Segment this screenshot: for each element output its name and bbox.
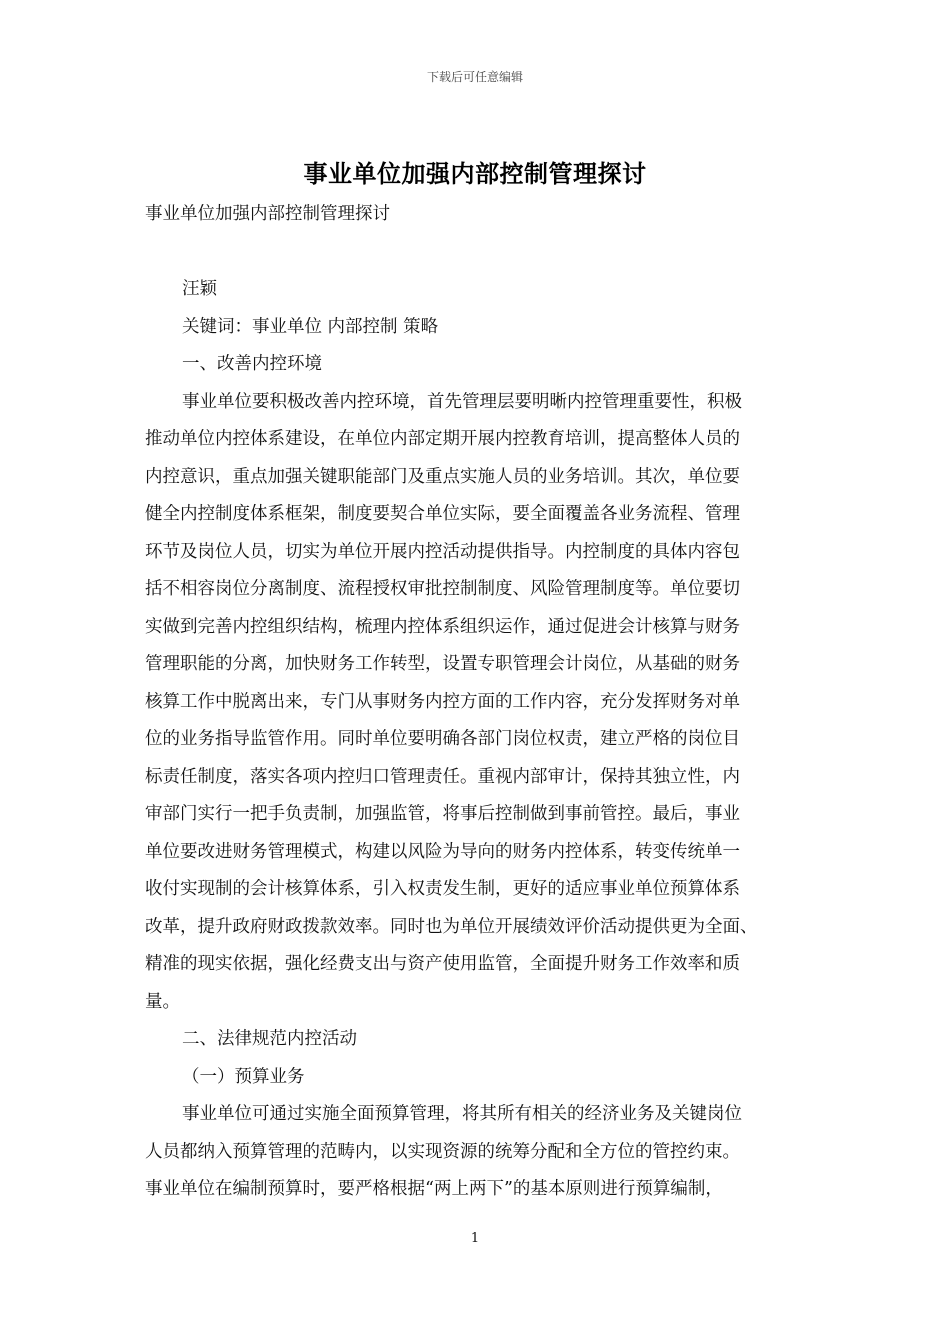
paragraph-line: 精准的现实依据，强化经费支出与资产使用监管，全面提升财务工作效率和质 [145, 954, 740, 974]
paragraph-line: 核算工作中脱离出来，专门从事财务内控方面的工作内容，充分发挥财务对单 [145, 691, 740, 712]
section-1-heading: 一、改善内控环境 [182, 354, 322, 374]
paragraph-line: 环节及岗位人员，切实为单位开展内控活动提供指导。内控制度的具体内容包 [145, 541, 740, 562]
author-line: 汪颖 [182, 279, 217, 299]
paragraph-line: 健全内控制度体系框架，制度要契合单位实际，要全面覆盖各业务流程、管理 [145, 504, 740, 524]
paragraph-line: 括不相容岗位分离制度、流程授权审批控制制度、风险管理制度等。单位要切 [145, 579, 740, 599]
paragraph-line: 人员都纳入预算管理的范畴内，以实现资源的统筹分配和全方位的管控约束。 [145, 1141, 740, 1162]
paragraph-line: 标责任制度，落实各项内控归口管理责任。重视内部审计，保持其独立性，内 [145, 766, 740, 787]
paragraph-line: 审部门实行一把手负责制，加强监管，将事后控制做到事前管控。最后，事业 [145, 804, 740, 824]
document-subtitle: 事业单位加强内部控制管理探讨 [145, 204, 390, 224]
paragraph-line: 内控意识，重点加强关键职能部门及重点实施人员的业务培训。其次，单位要 [145, 466, 740, 487]
header-note: 下载后可任意编辑 [426, 70, 523, 84]
paragraph-1 [145, 384, 810, 1022]
document-body [145, 271, 810, 1209]
paragraph-line: 单位要改进财务管理模式，构建以风险为导向的财务内控体系，转变传统单一 [145, 841, 740, 862]
paragraph-line: 实做到完善内控组织结构，梳理内控体系组织运作，通过促进会计核算与财务 [145, 616, 740, 637]
subsection-1-heading: （一）预算业务 [182, 1066, 305, 1087]
paragraph-line: 改革，提升政府财政拨款效率。同时也为单位开展绩效评价活动提供更为全面、 [145, 916, 758, 937]
paragraph-line: 管理职能的分离，加快财务工作转型，设置专职管理会计岗位，从基础的财务 [145, 654, 740, 674]
paragraph-line: 推动单位内控体系建设，在单位内部定期开展内控教育培训，提高整体人员的 [145, 429, 740, 449]
paragraph-line: 量。 [145, 991, 180, 1012]
page-number: 1 [470, 1231, 480, 1246]
paragraph-line: 事业单位可通过实施全面预算管理，将其所有相关的经济业务及关键岗位 [182, 1104, 742, 1124]
paragraph-2 [145, 1096, 810, 1209]
section-2-heading: 二、法律规范内控活动 [182, 1029, 357, 1049]
paragraph-line: 收付实现制的会计核算体系，引入权责发生制，更好的适应事业单位预算体系 [145, 879, 740, 899]
paragraph-line: 位的业务指导监管作用。同时单位要明确各部门岗位权责，建立严格的岗位目 [145, 729, 740, 749]
paragraph-line: 事业单位要积极改善内控环境，首先管理层要明晰内控管理重要性，积极 [182, 391, 742, 412]
document-title: 事业单位加强内部控制管理探讨 [303, 159, 647, 188]
keywords-line: 关键词：事业单位 内部控制 策略 [182, 316, 439, 337]
paragraph-line: 事业单位在编制预算时，要严格根据“两上两下”的基本原则进行预算编制， [145, 1179, 723, 1199]
